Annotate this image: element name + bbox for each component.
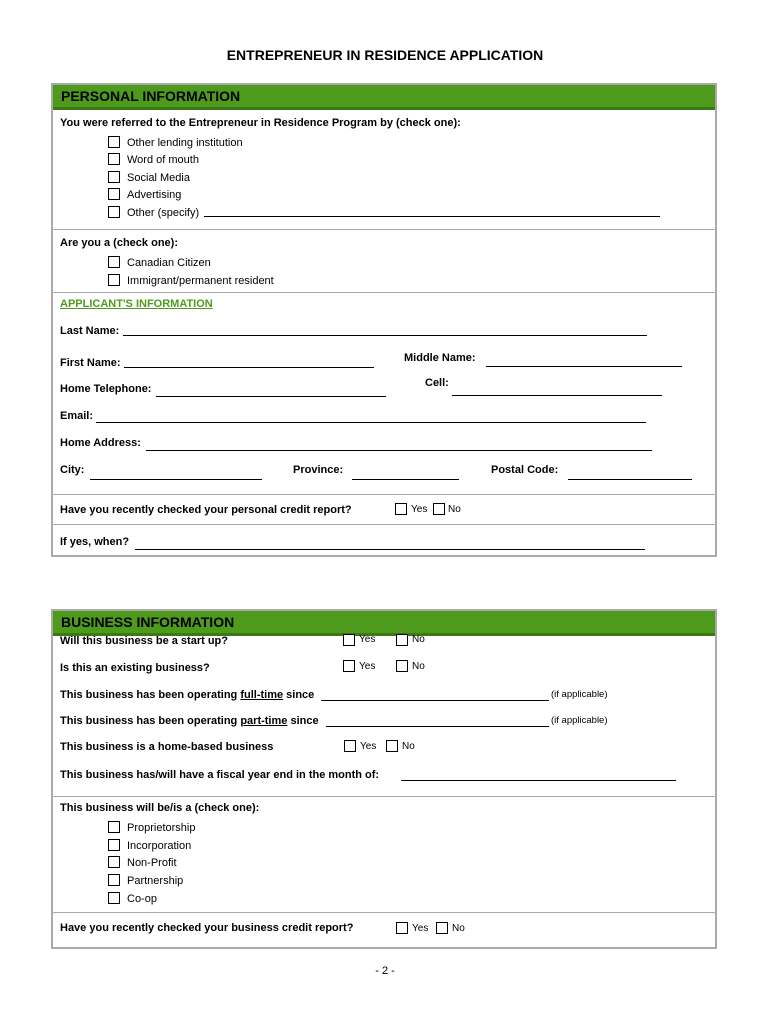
business-header: BUSINESS INFORMATION bbox=[53, 611, 715, 636]
home-telephone-label: Home Telephone: bbox=[60, 383, 152, 395]
other-specify-field[interactable] bbox=[204, 216, 660, 217]
province-field[interactable] bbox=[352, 479, 459, 480]
referred-option-other: Other (specify) bbox=[127, 207, 200, 219]
fulltime-question bbox=[60, 689, 314, 701]
cell-label: Cell: bbox=[425, 377, 449, 389]
parttime-question bbox=[60, 715, 319, 727]
home-based-yes-checkbox[interactable] bbox=[344, 740, 356, 752]
personal-credit-no-label: No bbox=[448, 504, 461, 515]
personal-header: PERSONAL INFORMATION bbox=[53, 85, 715, 110]
divider bbox=[51, 524, 717, 525]
referred-question: You were referred to the Entrepreneur in Residence Program by (check one): bbox=[60, 117, 461, 129]
referred-checkbox-word[interactable] bbox=[108, 153, 120, 165]
startup-no-checkbox[interactable] bbox=[396, 634, 408, 646]
middle-name-field[interactable] bbox=[486, 366, 682, 367]
type-option-proprietorship: Proprietorship bbox=[127, 822, 196, 834]
fulltime-prefix: This business has been operating bbox=[60, 689, 241, 701]
cell-field[interactable] bbox=[452, 395, 662, 396]
referred-checkbox-lending[interactable] bbox=[108, 136, 120, 148]
status-checkbox-immigrant[interactable] bbox=[108, 274, 120, 286]
startup-question: Will this business be a start up? bbox=[60, 635, 228, 647]
applicant-subheader: APPLICANT'S INFORMATION bbox=[60, 298, 213, 310]
province-label: Province: bbox=[293, 464, 344, 476]
fulltime-term: full-time bbox=[240, 689, 284, 701]
startup-yes-checkbox[interactable] bbox=[343, 634, 355, 646]
page-number: - 2 - bbox=[375, 965, 395, 977]
type-checkbox-coop[interactable] bbox=[108, 892, 120, 904]
city-field[interactable] bbox=[90, 479, 262, 480]
parttime-if-applicable: (if applicable) bbox=[551, 715, 608, 726]
referred-option-advertising: Advertising bbox=[127, 189, 182, 201]
home-address-field[interactable] bbox=[146, 450, 652, 451]
when-field[interactable] bbox=[135, 549, 645, 550]
type-checkbox-incorporation[interactable] bbox=[108, 839, 120, 851]
business-credit-question: Have you recently checked your business credit report? bbox=[60, 922, 354, 934]
fulltime-since-field[interactable] bbox=[321, 700, 549, 701]
referred-option-word: Word of mouth bbox=[127, 154, 199, 166]
divider bbox=[51, 796, 717, 797]
home-telephone-field[interactable] bbox=[156, 396, 386, 397]
parttime-term: part-time bbox=[240, 715, 288, 727]
fulltime-if-applicable: (if applicable) bbox=[551, 689, 608, 700]
city-label: City: bbox=[60, 464, 85, 476]
business-type-question: This business will be/is a (check one): bbox=[60, 802, 260, 814]
divider bbox=[51, 912, 717, 913]
type-checkbox-partnership[interactable] bbox=[108, 874, 120, 886]
middle-name-label: Middle Name: bbox=[404, 352, 476, 364]
first-name-field[interactable] bbox=[124, 367, 374, 368]
status-question: Are you a (check one): bbox=[60, 237, 178, 249]
personal-credit-yes-checkbox[interactable] bbox=[395, 503, 407, 515]
home-based-no-label: No bbox=[402, 741, 415, 752]
business-credit-no-checkbox[interactable] bbox=[436, 922, 448, 934]
first-name-label: First Name: bbox=[60, 357, 121, 369]
divider bbox=[51, 229, 717, 230]
status-option-immigrant: Immigrant/permanent resident bbox=[127, 275, 274, 287]
type-option-coop: Co-op bbox=[127, 893, 157, 905]
referred-option-social: Social Media bbox=[127, 172, 190, 184]
parttime-since-field[interactable] bbox=[326, 726, 549, 727]
home-based-no-checkbox[interactable] bbox=[386, 740, 398, 752]
parttime-prefix: This business has been operating bbox=[60, 715, 241, 727]
last-name-field[interactable] bbox=[123, 335, 647, 336]
startup-yes-label: Yes bbox=[359, 634, 376, 645]
status-option-citizen: Canadian Citizen bbox=[127, 257, 211, 269]
type-option-nonprofit: Non-Profit bbox=[127, 857, 177, 869]
referred-checkbox-advertising[interactable] bbox=[108, 188, 120, 200]
business-credit-no-label: No bbox=[452, 923, 465, 934]
last-name-label: Last Name: bbox=[60, 325, 120, 337]
personal-credit-yes-label: Yes bbox=[411, 504, 428, 515]
personal-credit-no-checkbox[interactable] bbox=[433, 503, 445, 515]
existing-no-checkbox[interactable] bbox=[396, 660, 408, 672]
startup-no-label: No bbox=[412, 634, 425, 645]
fiscal-month-field[interactable] bbox=[401, 780, 676, 781]
business-credit-yes-label: Yes bbox=[412, 923, 429, 934]
existing-yes-label: Yes bbox=[359, 661, 376, 672]
home-address-label: Home Address: bbox=[60, 437, 141, 449]
email-label: Email: bbox=[60, 410, 94, 422]
existing-no-label: No bbox=[412, 661, 425, 672]
status-checkbox-citizen[interactable] bbox=[108, 256, 120, 268]
existing-question: Is this an existing business? bbox=[60, 662, 210, 674]
type-checkbox-proprietorship[interactable] bbox=[108, 821, 120, 833]
type-checkbox-nonprofit[interactable] bbox=[108, 856, 120, 868]
postal-code-label: Postal Code: bbox=[491, 464, 559, 476]
parttime-since: since bbox=[287, 715, 319, 727]
referred-checkbox-social[interactable] bbox=[108, 171, 120, 183]
type-option-incorporation: Incorporation bbox=[127, 840, 192, 852]
business-credit-yes-checkbox[interactable] bbox=[396, 922, 408, 934]
personal-credit-question: Have you recently checked your personal credit report? bbox=[60, 504, 352, 516]
divider bbox=[51, 494, 717, 495]
postal-code-field[interactable] bbox=[568, 479, 692, 480]
referred-checkbox-other[interactable] bbox=[108, 206, 120, 218]
referred-option-lending: Other lending institution bbox=[127, 137, 243, 149]
email-field[interactable] bbox=[96, 422, 646, 423]
fiscal-question: This business has/will have a fiscal year end in the month of: bbox=[60, 769, 380, 781]
when-label: If yes, when? bbox=[60, 536, 130, 548]
document-title: ENTREPRENEUR IN RESIDENCE APPLICATION bbox=[226, 47, 544, 63]
divider bbox=[51, 292, 717, 293]
home-based-yes-label: Yes bbox=[360, 741, 377, 752]
fulltime-since: since bbox=[283, 689, 315, 701]
type-option-partnership: Partnership bbox=[127, 875, 184, 887]
existing-yes-checkbox[interactable] bbox=[343, 660, 355, 672]
home-based-question: This business is a home-based business bbox=[60, 741, 274, 753]
